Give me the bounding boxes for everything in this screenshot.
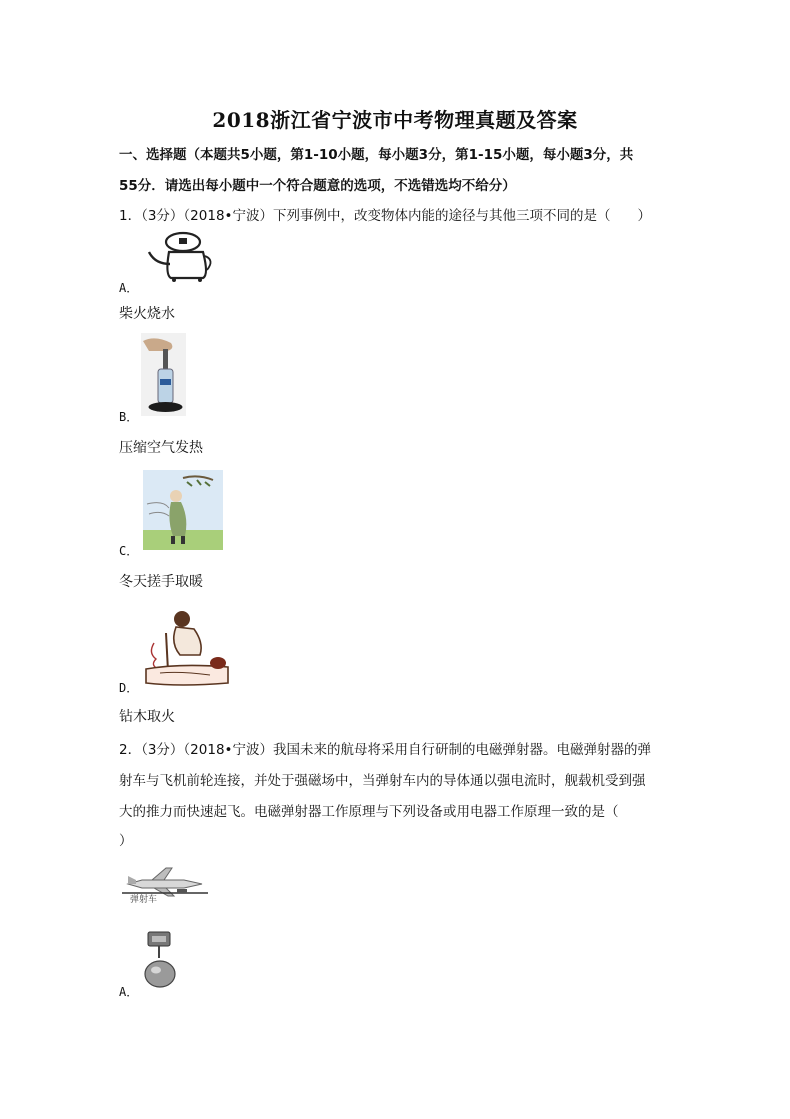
q1-option-d-letter: D． xyxy=(119,681,139,695)
q1-option-a-caption: 柴火烧水 xyxy=(119,306,175,322)
catapult-figure xyxy=(122,862,208,910)
question-2-stem-line2: 射车与飞机前轮连接，并处于强磁场中，当弹射车内的导体通以强电流时，舰载机受到强 xyxy=(119,773,646,789)
q1-option-b-letter: B． xyxy=(119,410,139,424)
q1-option-d-caption: 钻木取火 xyxy=(119,709,175,725)
catapult-label: 弹射车 xyxy=(130,895,158,905)
q1-option-c-letter: C． xyxy=(119,544,139,558)
section-heading-line1: 一、选择题（本题共5小题，第1-10小题，每小题3分，第1-15小题，每小题3分，共 xyxy=(119,147,634,163)
section-heading-line2: 55分．请选出每小题中一个符合题意的选项，不选错选均不给分） xyxy=(119,178,516,194)
rubbing-hands-image xyxy=(143,470,223,550)
kettle-image xyxy=(145,230,217,282)
electric-bell-image xyxy=(140,928,180,990)
q2-option-a-letter: A． xyxy=(119,985,139,999)
question-2-stem-line1: 2．（3分）（2018•宁波）我国未来的航母将采用自行研制的电磁弹射器。电磁弹射器的弹 xyxy=(119,742,651,758)
question-2-stem-line3: 大的推力而快速起飞。电磁弹射器工作原理与下列设备或用电器工作原理一致的是（ xyxy=(119,804,619,820)
q1-option-b-caption: 压缩空气发热 xyxy=(119,440,203,456)
drilling-wood-fire-image xyxy=(140,603,232,688)
q1-option-c-caption: 冬天搓手取暖 xyxy=(119,574,203,590)
question-2-stem-line4: ） xyxy=(119,833,133,849)
question-1-stem: 1．（3分）（2018•宁波）下列事例中，改变物体内能的途径与其他三项不同的是（ ） xyxy=(119,208,651,224)
air-compression-syringe-image xyxy=(141,333,186,416)
document-title: 2018浙江省宁波市中考物理真题及答案 xyxy=(212,108,578,132)
q1-option-a-letter: A． xyxy=(119,281,139,295)
